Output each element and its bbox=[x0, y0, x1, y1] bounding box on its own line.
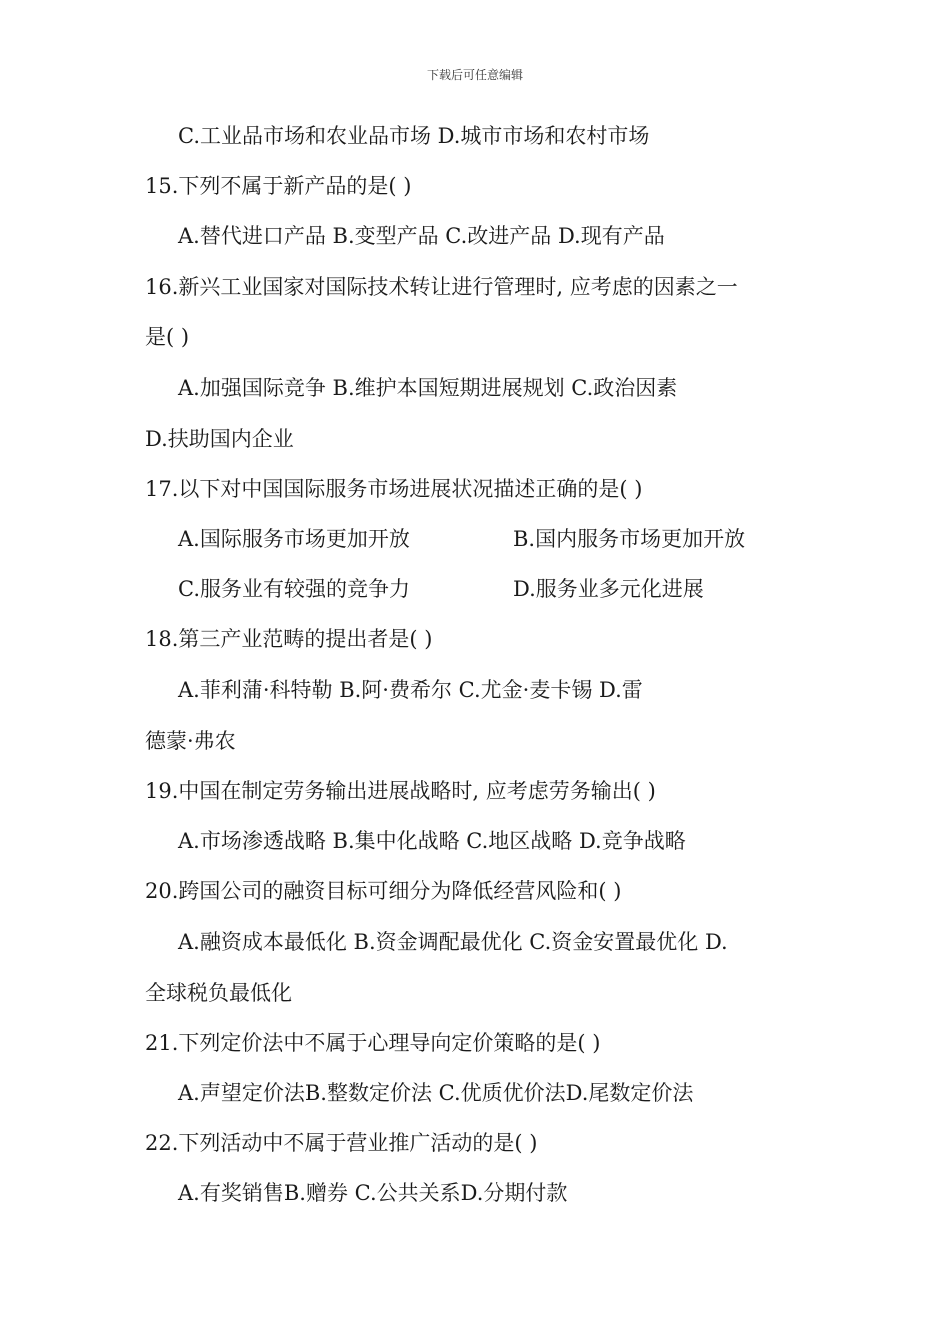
q20-options: A.融资成本最低化 B.资金调配最优化 C.资金安置最优化 D. bbox=[178, 930, 728, 954]
q19-options: A.市场渗透战略 B.集中化战略 C.地区战略 D.竞争战略 bbox=[178, 829, 686, 853]
q19-question: 19.中国在制定劳务输出进展战略时, 应考虑劳务输出( ) bbox=[145, 779, 656, 803]
q16-question: 16.新兴工业国家对国际技术转让进行管理时, 应考虑的因素之一 bbox=[145, 275, 738, 299]
q17-option-a: A.国际服务市场更加开放 bbox=[178, 527, 410, 551]
q22-question: 22.下列活动中不属于营业推广活动的是( ) bbox=[145, 1131, 538, 1155]
q17-option-b: B.国内服务市场更加开放 bbox=[513, 527, 746, 551]
q21-options: A.声望定价法B.整数定价法 C.优质优价法D.尾数定价法 bbox=[178, 1081, 694, 1105]
q18-options: A.菲利蒲·科特勒 B.阿·费希尔 C.尤金·麦卡锡 D.雷 bbox=[178, 678, 643, 702]
q21-question: 21.下列定价法中不属于心理导向定价策略的是( ) bbox=[145, 1031, 601, 1055]
q20-option-d-cont: 全球税负最低化 bbox=[145, 981, 292, 1005]
q22-options: A.有奖销售B.赠券 C.公共关系D.分期付款 bbox=[178, 1181, 568, 1205]
q14-options-cd: C.工业品市场和农业品市场 D.城市市场和农村市场 bbox=[178, 124, 650, 148]
q17-option-d: D.服务业多元化进展 bbox=[513, 577, 704, 601]
q20-question: 20.跨国公司的融资目标可细分为降低经营风险和( ) bbox=[145, 879, 622, 903]
q17-question: 17.以下对中国国际服务市场进展状况描述正确的是( ) bbox=[145, 477, 643, 501]
page-header: 下载后可任意编辑 bbox=[426, 68, 523, 82]
q15-question: 15.下列不属于新产品的是( ) bbox=[145, 174, 412, 198]
q17-option-c: C.服务业有较强的竞争力 bbox=[178, 577, 410, 601]
q16-option-d: D.扶助国内企业 bbox=[145, 427, 294, 451]
q15-options: A.替代进口产品 B.变型产品 C.改进产品 D.现有产品 bbox=[178, 224, 665, 248]
q16-options: A.加强国际竞争 B.维护本国短期进展规划 C.政治因素 bbox=[178, 376, 678, 400]
q16-question-cont: 是( ) bbox=[145, 325, 190, 349]
q18-option-d-cont: 德蒙·弗农 bbox=[145, 729, 236, 753]
q18-question: 18.第三产业范畴的提出者是( ) bbox=[145, 627, 433, 651]
